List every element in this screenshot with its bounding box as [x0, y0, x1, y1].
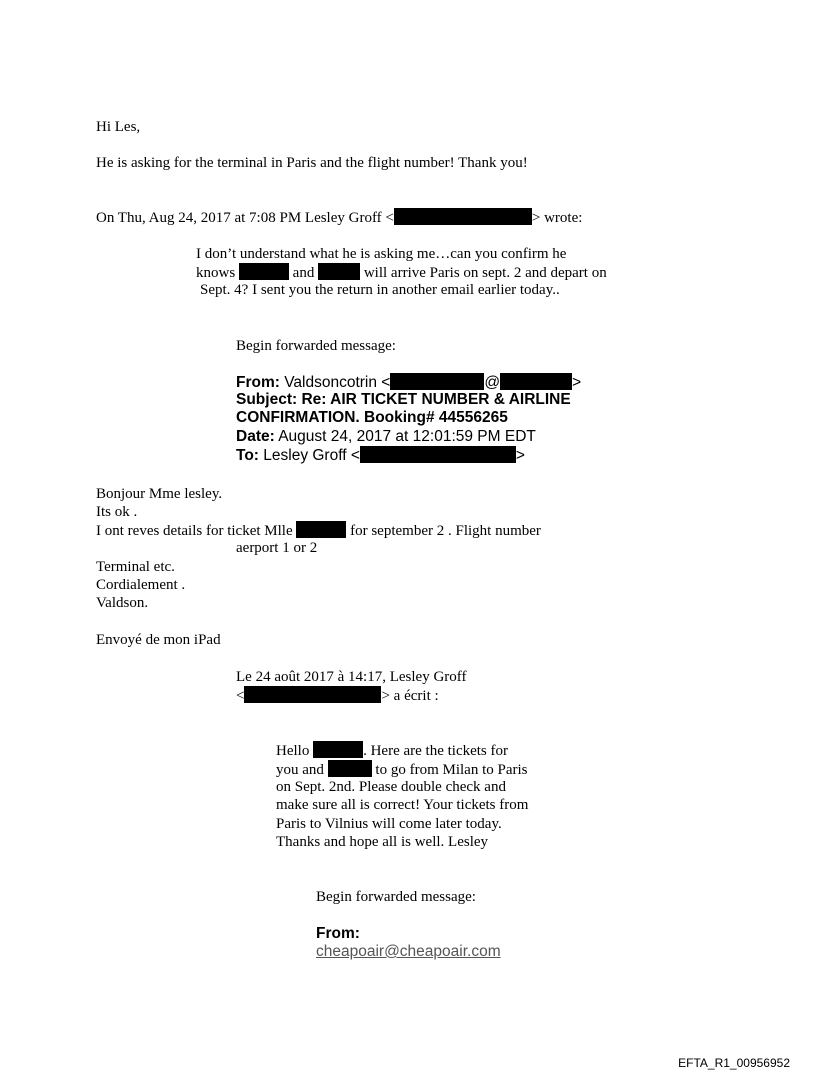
- lesley-line-3: on Sept. 2nd. Please double check and: [276, 779, 506, 795]
- forwarded-message-label-2: Begin forwarded message:: [316, 889, 476, 905]
- quote-header-line-1: Le 24 août 2017 à 14:17, Lesley Groff: [236, 669, 467, 685]
- redacted-name: [313, 741, 363, 758]
- redacted-name: [328, 760, 372, 777]
- valdson-line-1: Bonjour Mme lesley.: [96, 486, 223, 502]
- valdson-line-6: Cordialement .: [96, 577, 186, 593]
- redacted-email: [244, 686, 381, 703]
- valdson-line-5: Terminal etc.: [96, 559, 175, 575]
- redacted-name: [318, 263, 360, 280]
- message-body: He is asking for the terminal in Paris and the flight number! Thank you!: [96, 155, 528, 171]
- sent-from-signature: Envoyé de mon iPad: [96, 632, 221, 648]
- lesley-line-1: Hello . Here are the tickets for: [276, 743, 509, 759]
- lesley-line-5: Paris to Vilnius will come later today.: [276, 816, 502, 832]
- fwd-date-line: Date: August 24, 2017 at 12:01:59 PM EDT: [236, 428, 536, 445]
- redacted-email-user: [390, 373, 484, 390]
- fwd-to-line: To: Lesley Groff < >: [236, 447, 525, 464]
- lesley-line-4: make sure all is correct! Your tickets from: [276, 797, 529, 813]
- fwd-subject-line-2: CONFIRMATION. Booking# 44556265: [236, 409, 508, 426]
- redacted-name: [296, 521, 346, 538]
- lesley-line-6: Thanks and hope all is well. Lesley: [276, 834, 489, 850]
- lesley-line-2: you and to go from Milan to Paris: [276, 762, 528, 778]
- document-id-footer: EFTA_R1_00956952: [678, 1056, 790, 1070]
- redacted-email-domain: [500, 373, 572, 390]
- valdson-line-4: aerport 1 or 2: [236, 540, 318, 556]
- valdson-line-3: I ont reves details for ticket Mlle for september 2 . Flight number: [96, 523, 541, 539]
- quote-header-line-2: < > a écrit :: [236, 688, 439, 704]
- fwd2-from-email-link[interactable]: cheapoair@cheapoair.com: [316, 943, 501, 960]
- valdson-line-7: Valdson.: [96, 595, 149, 611]
- quoted-line-2: knows and will arrive Paris on sept. 2 and depart on: [196, 265, 607, 281]
- fwd2-from-label: From:: [316, 925, 360, 942]
- redacted-email: [360, 446, 516, 463]
- redacted-name: [239, 263, 289, 280]
- greeting: Hi Les,: [96, 119, 141, 135]
- quoted-line-1: I don’t understand what he is asking me…can you confirm he: [196, 246, 567, 262]
- reply-header: On Thu, Aug 24, 2017 at 7:08 PM Lesley Groff < > wrote:: [96, 210, 583, 226]
- redacted-email: [394, 208, 532, 225]
- forwarded-message-label: Begin forwarded message:: [236, 338, 396, 354]
- fwd-subject-line: Subject: Re: AIR TICKET NUMBER & AIRLINE: [236, 391, 571, 408]
- valdson-line-2: Its ok .: [96, 504, 138, 520]
- fwd-from-line: From: Valdsoncotrin < @ >: [236, 374, 582, 391]
- quoted-line-3: Sept. 4? I sent you the return in another email earlier today..: [200, 282, 560, 298]
